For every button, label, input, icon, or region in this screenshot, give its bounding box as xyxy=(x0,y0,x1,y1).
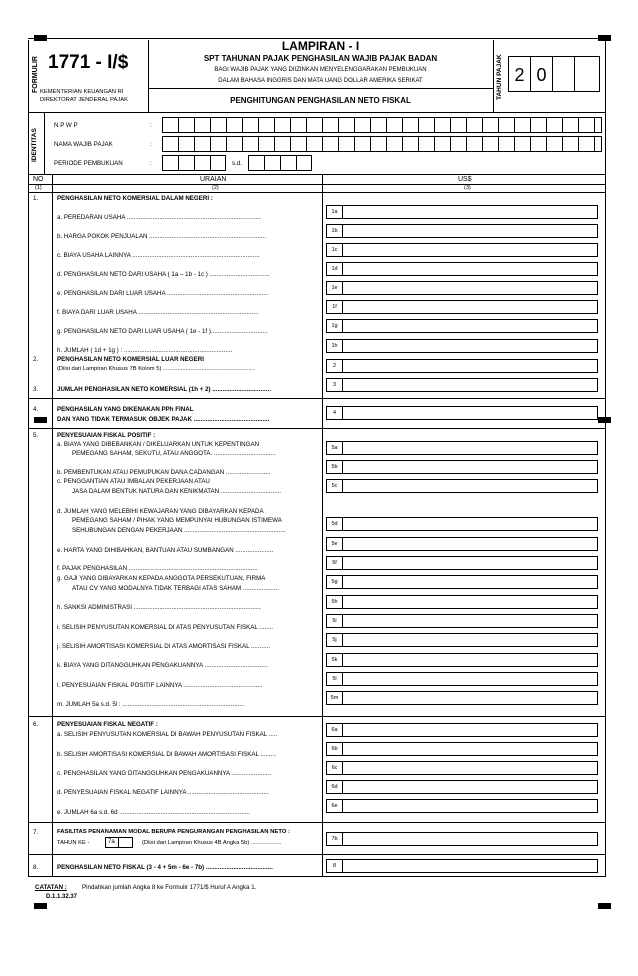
col-usd-header: US$ xyxy=(458,176,472,183)
code-1c: 1c xyxy=(326,243,343,257)
npwp-label: N P W P xyxy=(54,122,78,129)
value-1e[interactable] xyxy=(343,281,598,295)
periode-end-input[interactable] xyxy=(248,155,312,171)
form-title: SPT TAHUNAN PAJAK PENGHASILAN WAJIB PAJAK BADAN xyxy=(203,54,438,63)
document-code: D.1.1.32.37 xyxy=(46,894,78,900)
row-1h-label: h. JUMLAH ( 1d + 1g ) : ............................................................... xyxy=(57,347,233,354)
row-7a-box[interactable] xyxy=(105,837,133,848)
value-5a[interactable] xyxy=(343,441,598,455)
row-1f-label: f. BIAYA DARI LUAR USAHA ...................................................................... xyxy=(57,309,259,316)
row-4-number: 4. xyxy=(33,406,39,413)
value-6b[interactable] xyxy=(343,742,598,756)
row-1e-label: e. PENGHASILAN DARI LUAR USAHA ........................................................... xyxy=(57,290,269,297)
periode-colon: : xyxy=(150,160,152,167)
code-4: 4 xyxy=(326,406,343,420)
row-1d-label: d. PENGHASILAN NETO DARI USAHA ( 1a – 1b - 1c ) ................................... xyxy=(57,271,270,278)
row-3-number: 3. xyxy=(33,386,39,393)
code-5l: 5l xyxy=(326,672,343,686)
row-5g-label-2: ATAU CV YANG MODALNYA TIDAK TERBAGI ATAS SAHAM ..................... xyxy=(72,585,279,592)
form-number: 1771 - I/$ xyxy=(48,52,129,73)
registration-mark-bottom-left xyxy=(34,903,47,909)
code-5e: 5e xyxy=(326,537,343,551)
row-3-title: JUMLAH PENGHASILAN NETO KOMERSIAL (1h + 2) .................................. xyxy=(57,386,271,393)
ministry-line2: DIREKTORAT JENDERAL PAJAK xyxy=(40,97,128,103)
row-5l-label: l. PENYESUAIAN FISKAL POSITIF LAINNYA .............................................. xyxy=(57,682,263,689)
identitas-label: IDENTITAS xyxy=(31,128,38,162)
year-digit-4[interactable] xyxy=(574,56,600,92)
code-1d: 1d xyxy=(326,262,343,276)
value-1d[interactable] xyxy=(343,262,598,276)
code-5a: 5a xyxy=(326,441,343,455)
value-5c[interactable] xyxy=(343,479,598,493)
row-1-number: 1. xyxy=(33,195,39,202)
row-6-title: PENYESUAIAN FISKAL NEGATIF : xyxy=(57,721,158,728)
year-boxes xyxy=(508,56,600,92)
value-6d[interactable] xyxy=(343,780,598,794)
row-8-number: 8. xyxy=(33,864,39,871)
code-6a: 6a xyxy=(326,723,343,737)
nama-wajib-pajak-input[interactable] xyxy=(162,136,602,152)
row-5f-label: f. PAJAK PENGHASILAN ........................................................................... xyxy=(57,565,258,572)
row-1-title: PENGHASILAN NETO KOMERSIAL DALAM NEGERI : xyxy=(57,195,213,202)
code-6e: 6e xyxy=(326,799,343,813)
catatan-text: Pindahkan jumlah Angka 8 ke Formulir 1771/$ Huruf A Angka 1. xyxy=(82,884,257,891)
col-uraian-header: URAIAN xyxy=(200,176,227,183)
value-2[interactable] xyxy=(343,359,598,373)
value-5f[interactable] xyxy=(343,556,598,570)
value-6c[interactable] xyxy=(343,761,598,775)
value-1h[interactable] xyxy=(343,339,598,353)
value-1f[interactable] xyxy=(343,300,598,314)
col-1-index: (1) xyxy=(35,185,42,191)
nama-wajib-pajak-label: NAMA WAJIB PAJAK xyxy=(54,141,113,148)
code-1h: 1h xyxy=(326,339,343,353)
row-5d-label-2: PEMEGANG SAHAM / PIHAK YANG MEMPUNYAI HUBUNGAN ISTIMEWA xyxy=(72,517,282,524)
code-1g: 1g xyxy=(326,319,343,333)
row-6d-label: d. PENYESUAIAN FISKAL NEGATIF LAINNYA ............................................... xyxy=(57,789,269,796)
code-5c: 5c xyxy=(326,479,343,493)
section-title: PENGHITUNGAN PENGHASILAN NETO FISKAL xyxy=(230,96,411,105)
year-digit-2[interactable]: 0 xyxy=(530,56,553,92)
value-7b[interactable] xyxy=(343,832,598,846)
value-5d[interactable] xyxy=(343,517,598,531)
row-1a-label: a. PEREDARAN USAHA .............................................................................. xyxy=(57,214,261,221)
row-5j-label: j. SELISIH AMORTISASI KOMERSIAL DI ATAS AMORTISASI FISKAL ........... xyxy=(57,643,270,650)
row-6e-label: e. JUMLAH 6a s.d. 6d ............................................................................ xyxy=(57,809,250,816)
row-5e-label: e. HARTA YANG DIHIBAHKAN, BANTUAN ATAU SUMBANGAN ...................... xyxy=(57,547,274,554)
row-7a-code: 7a xyxy=(108,839,115,845)
form-subtitle-2: DALAM BAHASA INGGRIS DAN MATA UANG DOLLAR AMERIKA SERIKAT xyxy=(218,78,423,84)
tahun-pajak-label: TAHUN PAJAK xyxy=(496,54,503,100)
year-digit-1[interactable]: 2 xyxy=(508,56,531,92)
row-5a-label-1: a. BIAYA YANG DIBEBANKAN / DIKELUARKAN UNTUK KEPENTINGAN xyxy=(57,441,260,448)
value-5j[interactable] xyxy=(343,633,598,647)
row-5-number: 5. xyxy=(33,432,39,439)
value-1g[interactable] xyxy=(343,319,598,333)
row-5d-label-1: d. JUMLAH YANG MELEBIHI KEWAJARAN YANG DIBAYARKAN KEPADA xyxy=(57,508,264,515)
value-5g[interactable] xyxy=(343,575,598,589)
row-4-title-1: PENGHASILAN YANG DIKENAKAN PPh FINAL xyxy=(57,406,194,413)
registration-mark-mid-left xyxy=(34,417,47,423)
value-5l[interactable] xyxy=(343,672,598,686)
code-5i: 5i xyxy=(326,614,343,628)
row-5c-label-2: JASA DALAM BENTUK NATURA DAN KENIKMATAN ................................... xyxy=(72,488,282,495)
code-5f: 5f xyxy=(326,556,343,570)
value-5i[interactable] xyxy=(343,614,598,628)
row-1c-label: c. BIAYA USAHA LAINNYA .......................................................................... xyxy=(57,252,260,259)
row-5g-label-1: g. GAJI YANG DIBAYARKAN KEPADA ANGGOTA PERSEKUTUAN, FIRMA xyxy=(57,575,266,582)
col-2-index: (2) xyxy=(212,185,219,191)
catatan-label: CATATAN : xyxy=(35,884,67,891)
code-5m: 5m xyxy=(326,691,343,705)
row-6-number: 6. xyxy=(33,721,39,728)
row-6b-label: b. SELISIH AMORTISASI KOMERSIAL DI BAWAH AMORTISASI FISKAL ......... xyxy=(57,751,276,758)
registration-mark-bottom-right xyxy=(598,903,611,909)
value-5k[interactable] xyxy=(343,653,598,667)
row-8-title: PENGHASILAN NETO FISKAL (3 - 4 + 5m - 6e - 7b) ....................................... xyxy=(57,864,273,871)
value-4[interactable] xyxy=(343,406,598,420)
formulir-label: FORMULIR xyxy=(32,56,39,93)
code-5b: 5b xyxy=(326,460,343,474)
value-5m[interactable] xyxy=(343,691,598,705)
value-1b[interactable] xyxy=(343,224,598,238)
code-5h: 5h xyxy=(326,595,343,609)
row-6c-label: c. PENGHASILAN YANG DITANGGUHKAN PENGAKUANNYA ....................... xyxy=(57,770,272,777)
code-8: 8 xyxy=(326,859,343,873)
value-8[interactable] xyxy=(343,859,598,873)
row-5k-label: k. BIAYA YANG DITANGGUHKAN PENGAKUANNYA ..................................... xyxy=(57,662,269,669)
row-6a-label: a. SELISIH PENYUSUTAN KOMERSIAL DI BAWAH PENYUSUTAN FISKAL ..... xyxy=(57,731,278,738)
value-6a[interactable] xyxy=(343,723,598,737)
form-subtitle-1: BAGI WAJIB PAJAK YANG DIIZINKAN MENYELENGGARAKAN PEMBUKUAN xyxy=(214,67,427,73)
npwp-input[interactable] xyxy=(162,117,602,133)
code-7b: 7b xyxy=(326,832,343,846)
code-2: 2 xyxy=(326,359,343,373)
row-1b-label: b. HARGA POKOK PENJUALAN .................................................................... xyxy=(57,233,267,240)
row-7-sublabel: (Diisi dari Lampiran Khusus 4B Angka 5b) ................... xyxy=(142,840,282,846)
row-5c-label-1: c. PENGGANTIAN ATAU IMBALAN PEKERJAAN ATAU xyxy=(57,478,210,485)
code-3: 3 xyxy=(326,378,343,392)
row-7-number: 7. xyxy=(33,829,39,836)
year-digit-3[interactable] xyxy=(552,56,575,92)
value-6e[interactable] xyxy=(343,799,598,813)
row-4-title-2: DAN YANG TIDAK TERMASUK OBJEK PAJAK ............................................ xyxy=(57,416,270,423)
code-5k: 5k xyxy=(326,653,343,667)
value-5e[interactable] xyxy=(343,537,598,551)
col-3-index: (3) xyxy=(464,185,471,191)
code-1f: 1f xyxy=(326,300,343,314)
code-1b: 1b xyxy=(326,224,343,238)
value-3[interactable] xyxy=(343,378,598,392)
lampiran-title: LAMPIRAN - I xyxy=(281,39,360,53)
col-no-header: NO xyxy=(33,176,44,183)
npwp-colon: : xyxy=(150,122,152,129)
code-6c: 6c xyxy=(326,761,343,775)
value-1a[interactable] xyxy=(343,205,598,219)
code-5d: 5d xyxy=(326,517,343,531)
periode-start-input[interactable] xyxy=(162,155,226,171)
code-6b: 6b xyxy=(326,742,343,756)
code-5g: 5g xyxy=(326,575,343,589)
row-1g-label: g. PENGHASILAN NETO DARI LUAR USAHA ( 1e - 1f )................................. xyxy=(57,328,268,335)
row-2-sublabel: (Diisi dari Lampiran Khusus 7B Kolom 5) ......................................................... xyxy=(57,366,255,372)
code-5j: 5j xyxy=(326,633,343,647)
row-7-title: FASILITAS PENANAMAN MODAL BERUPA PENGURANGAN PENGHASILAN NETO : xyxy=(57,829,291,835)
code-1a: 1a xyxy=(326,205,343,219)
row-2-number: 2. xyxy=(33,356,39,363)
periode-sd-label: s.d. xyxy=(232,160,242,167)
row-2-title: PENGHASILAN NETO KOMERSIAL LUAR NEGERI xyxy=(57,356,204,363)
value-1c[interactable] xyxy=(343,243,598,257)
row-5d-label-3: SEHUBUNGAN DENGAN PEKERJAAN ........................................................... xyxy=(72,527,286,534)
row-7-tahun-label: TAHUN KE - xyxy=(57,840,90,846)
periode-pembukuan-label: PERIODE PEMBUKUAN xyxy=(54,160,123,167)
value-5h[interactable] xyxy=(343,595,598,609)
row-5h-label: h. SANKSI ADMINISTRASI .......................................................................... xyxy=(57,604,261,611)
row-5a-label-2: PEMEGANG SAHAM, SEKUTU, ATAU ANGGOTA. .................................... xyxy=(72,450,276,457)
code-6d: 6d xyxy=(326,780,343,794)
row-5i-label: i. SELISIH PENYUSUTAN KOMERSIAL DI ATAS PENYUSUTAN FISKAL ........ xyxy=(57,624,274,631)
row-5b-label: b. PEMBENTUKAN ATAU PEMUPUKAN DANA CADANGAN .......................... xyxy=(57,469,271,476)
nama-colon: : xyxy=(150,141,152,148)
row-5m-label: m. JUMLAH 5a s.d. 5l : ....................................................................... xyxy=(57,701,245,708)
value-5b[interactable] xyxy=(343,460,598,474)
code-1e: 1e xyxy=(326,281,343,295)
ministry-line1: KEMENTERIAN KEUANGAN RI xyxy=(40,89,124,95)
row-5-title: PENYESUAIAN FISKAL POSITIF : xyxy=(57,432,156,439)
